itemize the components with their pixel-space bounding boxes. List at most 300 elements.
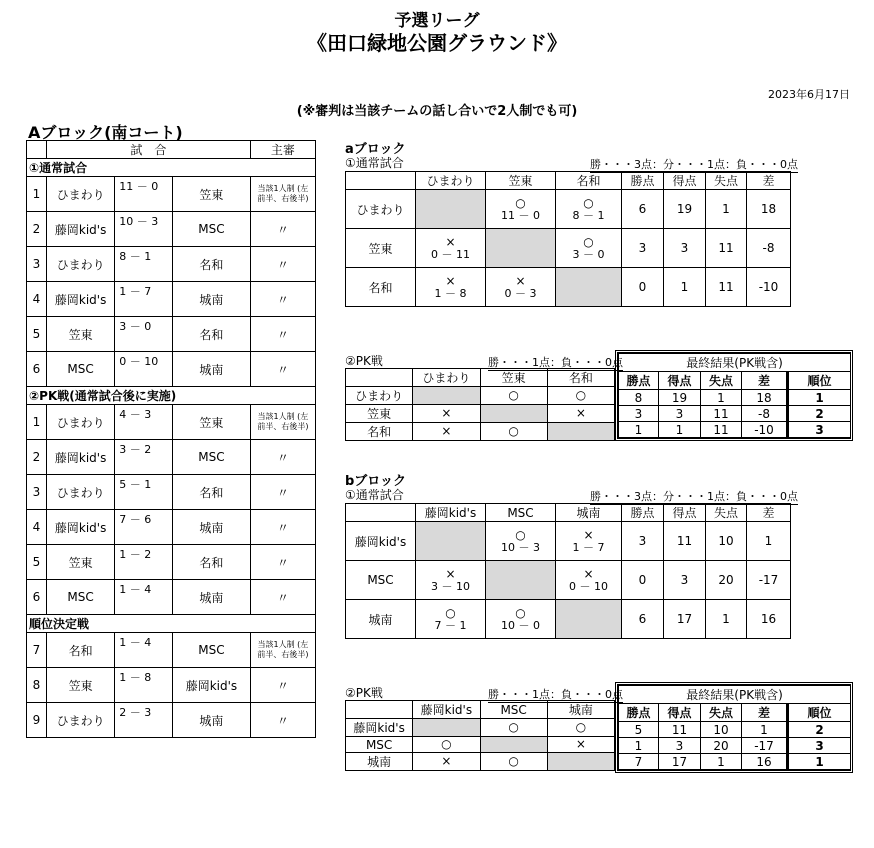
date: 2023年6月17日: [768, 88, 850, 101]
result-mark: ○: [583, 195, 594, 210]
stat-value: -17: [747, 561, 791, 600]
away-team: 城南: [173, 510, 251, 545]
away-team: 城南: [173, 352, 251, 387]
final-header: 得点: [659, 704, 701, 722]
result-cell: [556, 190, 622, 229]
final-title: 最終結果(PK戦含): [619, 686, 851, 704]
final-header: 差: [742, 704, 788, 722]
away-team: 城南: [173, 580, 251, 615]
team-header: MSC: [480, 701, 547, 719]
final-rank: 2: [788, 406, 851, 422]
away-team: 名和: [173, 317, 251, 352]
stat-value: 20: [706, 561, 747, 600]
match-number: 1: [27, 405, 47, 440]
normal-header-row: [346, 172, 791, 190]
team-header: 藤岡kid's: [413, 701, 480, 719]
stat-header: 失点: [706, 172, 747, 190]
section-row: [27, 387, 316, 405]
final-value: -10: [742, 422, 788, 438]
final-value: 11: [659, 722, 701, 738]
stat-value: 0: [622, 561, 664, 600]
home-team: MSC: [46, 580, 114, 615]
corner-blank: [346, 701, 413, 719]
schedule-table: [26, 140, 316, 738]
row-team: 藤岡kid's: [346, 719, 413, 737]
normal-label: ①通常試合: [345, 156, 404, 170]
normal-row: [346, 268, 791, 307]
self-cell: [413, 387, 480, 405]
home-team: 名和: [46, 633, 114, 668]
team-header: 城南: [547, 701, 614, 719]
pk-mark: ○: [413, 737, 480, 753]
stat-value: 1: [664, 268, 706, 307]
stat-header: 差: [747, 504, 791, 522]
final-value: 5: [619, 722, 659, 738]
referee: 〃: [250, 580, 315, 615]
match-score: 11 － 0: [115, 177, 173, 212]
section-label: 順位決定戦: [27, 615, 316, 633]
match-row: [27, 317, 316, 352]
pk-table: [345, 368, 615, 441]
final-value: 11: [701, 422, 742, 438]
match-score: 5 － 1: [115, 475, 173, 510]
final-value: 1: [619, 422, 659, 438]
match-row: [27, 633, 316, 668]
final-header: 順位: [788, 372, 851, 390]
result-score: 8 － 1: [572, 208, 605, 222]
match-row: [27, 247, 316, 282]
final-value: 8: [619, 390, 659, 406]
away-team: 藤岡kid's: [173, 668, 251, 703]
final-header-row: [619, 372, 851, 390]
match-number: 4: [27, 282, 47, 317]
match-score: 0 － 10: [115, 352, 173, 387]
stat-value: 16: [747, 600, 791, 639]
match-score: 8 － 1: [115, 247, 173, 282]
match-score: 1 － 8: [115, 668, 173, 703]
away-team: 城南: [173, 703, 251, 738]
team-header: 名和: [556, 172, 622, 190]
final-header: 得点: [659, 372, 701, 390]
final-header: 勝点: [619, 372, 659, 390]
venue-title: 《田口緑地公園グラウンド》: [307, 31, 567, 55]
stat-value: 1: [706, 600, 747, 639]
pk-row: [346, 737, 615, 753]
stat-value: 18: [747, 190, 791, 229]
match-number: 5: [27, 545, 47, 580]
match-score: 1 － 4: [115, 580, 173, 615]
match-row: [27, 545, 316, 580]
normal-header-row: [346, 504, 791, 522]
final-value: 1: [659, 422, 701, 438]
result-mark: ○: [515, 527, 526, 542]
header-match: 試 合: [46, 141, 250, 159]
result-score: 3 － 0: [572, 247, 605, 261]
stat-header: 勝点: [622, 504, 664, 522]
match-score: 7 － 6: [115, 510, 173, 545]
normal-row: [346, 190, 791, 229]
pk-mark: ×: [413, 423, 480, 441]
pk-header-row: [346, 701, 615, 719]
final-header: 失点: [701, 704, 742, 722]
final-results-table: [618, 353, 851, 438]
final-row: [619, 422, 851, 438]
home-team: 藤岡kid's: [46, 212, 114, 247]
referee: 〃: [250, 668, 315, 703]
match-row: [27, 440, 316, 475]
section-label: ①通常試合: [27, 159, 316, 177]
home-team: 藤岡kid's: [46, 282, 114, 317]
away-team: 名和: [173, 545, 251, 580]
match-row: [27, 475, 316, 510]
stat-value: 0: [622, 268, 664, 307]
home-team: 藤岡kid's: [46, 440, 114, 475]
final-results-table: [618, 685, 851, 770]
team-header: ひまわり: [416, 172, 486, 190]
pk-row: [346, 387, 615, 405]
match-number: 3: [27, 247, 47, 282]
result-cell: [486, 268, 556, 307]
referee: 〃: [250, 282, 315, 317]
pk-mark: ○: [547, 387, 614, 405]
pk-mark: ○: [480, 423, 547, 441]
final-header: 順位: [788, 704, 851, 722]
row-team: 名和: [346, 268, 416, 307]
match-number: 5: [27, 317, 47, 352]
match-row: [27, 405, 316, 440]
result-cell: [556, 229, 622, 268]
team-header: 藤岡kid's: [416, 504, 486, 522]
match-number: 1: [27, 177, 47, 212]
block-heading: aブロック: [345, 142, 406, 157]
pk-mark: ×: [547, 405, 614, 423]
final-rank: 3: [788, 738, 851, 754]
pk-table: [345, 700, 615, 771]
stat-value: 6: [622, 190, 664, 229]
away-team: 名和: [173, 475, 251, 510]
match-row: [27, 212, 316, 247]
away-team: 笠東: [173, 405, 251, 440]
final-value: 17: [659, 754, 701, 770]
self-cell: [416, 190, 486, 229]
pk-header-row: [346, 369, 615, 387]
result-cell: [556, 561, 622, 600]
away-team: MSC: [173, 633, 251, 668]
result-mark: ○: [583, 234, 594, 249]
stat-value: -10: [747, 268, 791, 307]
self-cell: [480, 405, 547, 423]
stat-value: 3: [622, 229, 664, 268]
final-value: 3: [659, 406, 701, 422]
team-header: 城南: [556, 504, 622, 522]
pk-label: ②PK戦: [345, 686, 383, 700]
stat-value: 3: [622, 522, 664, 561]
referee: 〃: [250, 703, 315, 738]
final-value: 1: [742, 722, 788, 738]
referee: 〃: [250, 317, 315, 352]
row-team: ひまわり: [346, 190, 416, 229]
section-row: [27, 159, 316, 177]
stat-header: 失点: [706, 504, 747, 522]
home-team: ひまわり: [46, 405, 114, 440]
referee: 〃: [250, 247, 315, 282]
result-score: 10 － 0: [501, 618, 540, 632]
away-team: 名和: [173, 247, 251, 282]
pk-mark: ×: [413, 753, 480, 771]
result-cell: [416, 229, 486, 268]
final-value: 11: [701, 406, 742, 422]
referee: 〃: [250, 212, 315, 247]
final-value: 1: [701, 390, 742, 406]
stat-value: 1: [706, 190, 747, 229]
final-header: 差: [742, 372, 788, 390]
result-cell: [486, 522, 556, 561]
final-header-row: [619, 704, 851, 722]
final-title: 最終結果(PK戦含): [619, 354, 851, 372]
result-score: 0 － 11: [431, 247, 470, 261]
match-row: [27, 703, 316, 738]
stat-value: 19: [664, 190, 706, 229]
final-value: 7: [619, 754, 659, 770]
match-row: [27, 510, 316, 545]
final-row: [619, 406, 851, 422]
schedule-heading: Aブロック(南コート): [28, 123, 183, 142]
result-cell: [556, 522, 622, 561]
final-value: -8: [742, 406, 788, 422]
stat-value: 17: [664, 600, 706, 639]
self-cell: [547, 753, 614, 771]
result-mark: ×: [583, 566, 594, 581]
pk-mark: ×: [413, 405, 480, 423]
normal-matches-table: [345, 171, 791, 307]
stat-header: 差: [747, 172, 791, 190]
match-number: 9: [27, 703, 47, 738]
home-team: 笠東: [46, 317, 114, 352]
schedule-header-row: [27, 141, 316, 159]
stat-value: 3: [664, 229, 706, 268]
row-team: 藤岡kid's: [346, 522, 416, 561]
final-value: 19: [659, 390, 701, 406]
pk-mark: ○: [547, 719, 614, 737]
pk-mark: ○: [480, 753, 547, 771]
home-team: MSC: [46, 352, 114, 387]
corner-blank: [346, 504, 416, 522]
result-mark: ○: [445, 605, 456, 620]
match-number: 4: [27, 510, 47, 545]
final-header: 失点: [701, 372, 742, 390]
team-header: ひまわり: [413, 369, 480, 387]
final-rank: 2: [788, 722, 851, 738]
normal-matches-table: [345, 503, 791, 639]
final-row: [619, 722, 851, 738]
final-value: 1: [701, 754, 742, 770]
pk-row: [346, 753, 615, 771]
match-row: [27, 668, 316, 703]
result-mark: ×: [445, 566, 456, 581]
match-number: 8: [27, 668, 47, 703]
final-title-row: [619, 686, 851, 704]
normal-row: [346, 561, 791, 600]
result-cell: [486, 190, 556, 229]
result-mark: ○: [515, 195, 526, 210]
stat-value: 1: [747, 522, 791, 561]
home-team: 笠東: [46, 545, 114, 580]
row-team: ひまわり: [346, 387, 413, 405]
self-cell: [486, 561, 556, 600]
final-results-box: [615, 682, 853, 773]
final-title-row: [619, 354, 851, 372]
pk-mark: ○: [480, 387, 547, 405]
referee: 当該1人制 (左前半、右後半): [250, 177, 315, 212]
final-value: 16: [742, 754, 788, 770]
self-cell: [556, 600, 622, 639]
referee-note: (※審判は当該チームの話し合いで2人制でも可): [296, 104, 578, 119]
away-team: MSC: [173, 440, 251, 475]
team-header: 笠東: [480, 369, 547, 387]
final-row: [619, 754, 851, 770]
referee: 〃: [250, 352, 315, 387]
stat-header: 得点: [664, 172, 706, 190]
stat-header: 得点: [664, 504, 706, 522]
result-mark: ×: [445, 273, 456, 288]
match-number: 3: [27, 475, 47, 510]
match-number: 2: [27, 440, 47, 475]
normal-rule: 勝・・・3点：分・・・1点：負・・・0点: [590, 490, 798, 503]
pk-rule: 勝・・・1点：負・・・0点: [488, 356, 623, 369]
referee: 〃: [250, 475, 315, 510]
stat-value: 6: [622, 600, 664, 639]
result-mark: ×: [583, 527, 594, 542]
final-rank: 1: [788, 754, 851, 770]
result-mark: ×: [445, 234, 456, 249]
match-score: 4 － 3: [115, 405, 173, 440]
final-results-box: [615, 350, 853, 441]
team-header: MSC: [486, 504, 556, 522]
team-header: 名和: [547, 369, 614, 387]
stat-value: 11: [706, 268, 747, 307]
match-score: 10 － 3: [115, 212, 173, 247]
stat-value: 3: [664, 561, 706, 600]
result-score: 11 － 0: [501, 208, 540, 222]
match-score: 2 － 3: [115, 703, 173, 738]
normal-row: [346, 229, 791, 268]
row-team: 城南: [346, 600, 416, 639]
corner-blank: [346, 369, 413, 387]
pk-row: [346, 423, 615, 441]
pk-row: [346, 719, 615, 737]
block-heading: bブロック: [345, 474, 407, 489]
final-value: 3: [619, 406, 659, 422]
final-value: -17: [742, 738, 788, 754]
stat-header: 勝点: [622, 172, 664, 190]
row-team: MSC: [346, 561, 416, 600]
final-row: [619, 738, 851, 754]
self-cell: [556, 268, 622, 307]
match-row: [27, 352, 316, 387]
row-team: 笠東: [346, 229, 416, 268]
header-blank: [27, 141, 47, 159]
result-score: 1 － 7: [572, 540, 605, 554]
final-value: 1: [619, 738, 659, 754]
final-rank: 3: [788, 422, 851, 438]
home-team: ひまわり: [46, 247, 114, 282]
final-value: 10: [701, 722, 742, 738]
final-row: [619, 390, 851, 406]
away-team: 城南: [173, 282, 251, 317]
stat-value: 10: [706, 522, 747, 561]
pk-rule: 勝・・・1点：負・・・0点: [488, 688, 623, 701]
home-team: ひまわり: [46, 475, 114, 510]
normal-row: [346, 522, 791, 561]
self-cell: [547, 423, 614, 441]
match-row: [27, 580, 316, 615]
normal-rule: 勝・・・3点：分・・・1点：負・・・0点: [590, 158, 798, 171]
final-header: 勝点: [619, 704, 659, 722]
corner-blank: [346, 172, 416, 190]
result-score: 0 － 10: [569, 579, 608, 593]
result-score: 0 － 3: [504, 286, 537, 300]
final-value: 3: [659, 738, 701, 754]
result-cell: [416, 268, 486, 307]
pk-row: [346, 405, 615, 423]
result-mark: ×: [515, 273, 526, 288]
match-score: 1 － 2: [115, 545, 173, 580]
row-team: 笠東: [346, 405, 413, 423]
home-team: ひまわり: [46, 703, 114, 738]
away-team: MSC: [173, 212, 251, 247]
result-cell: [416, 600, 486, 639]
home-team: 笠東: [46, 668, 114, 703]
result-score: 1 － 8: [434, 286, 467, 300]
self-cell: [486, 229, 556, 268]
match-number: 2: [27, 212, 47, 247]
normal-label: ①通常試合: [345, 488, 404, 502]
final-value: 20: [701, 738, 742, 754]
match-score: 1 － 4: [115, 633, 173, 668]
match-number: 6: [27, 352, 47, 387]
referee: 〃: [250, 545, 315, 580]
row-team: 城南: [346, 753, 413, 771]
stat-value: 11: [664, 522, 706, 561]
section-row: [27, 615, 316, 633]
result-cell: [486, 600, 556, 639]
row-team: 名和: [346, 423, 413, 441]
row-team: MSC: [346, 737, 413, 753]
result-score: 10 － 3: [501, 540, 540, 554]
pk-mark: ×: [547, 737, 614, 753]
match-row: [27, 177, 316, 212]
result-score: 3 － 10: [431, 579, 470, 593]
result-cell: [416, 561, 486, 600]
pk-label: ②PK戦: [345, 354, 383, 368]
match-score: 3 － 0: [115, 317, 173, 352]
section-label: ②PK戦(通常試合後に実施): [27, 387, 316, 405]
self-cell: [413, 719, 480, 737]
match-score: 3 － 2: [115, 440, 173, 475]
normal-row: [346, 600, 791, 639]
result-score: 7 － 1: [434, 618, 467, 632]
referee: 〃: [250, 440, 315, 475]
referee: 当該1人制 (左前半、右後半): [250, 633, 315, 668]
stat-value: -8: [747, 229, 791, 268]
away-team: 笠東: [173, 177, 251, 212]
match-number: 7: [27, 633, 47, 668]
stat-value: 11: [706, 229, 747, 268]
home-team: ひまわり: [46, 177, 114, 212]
page-title: 予選リーグ: [394, 11, 480, 31]
final-value: 18: [742, 390, 788, 406]
header-referee: 主審: [250, 141, 315, 159]
